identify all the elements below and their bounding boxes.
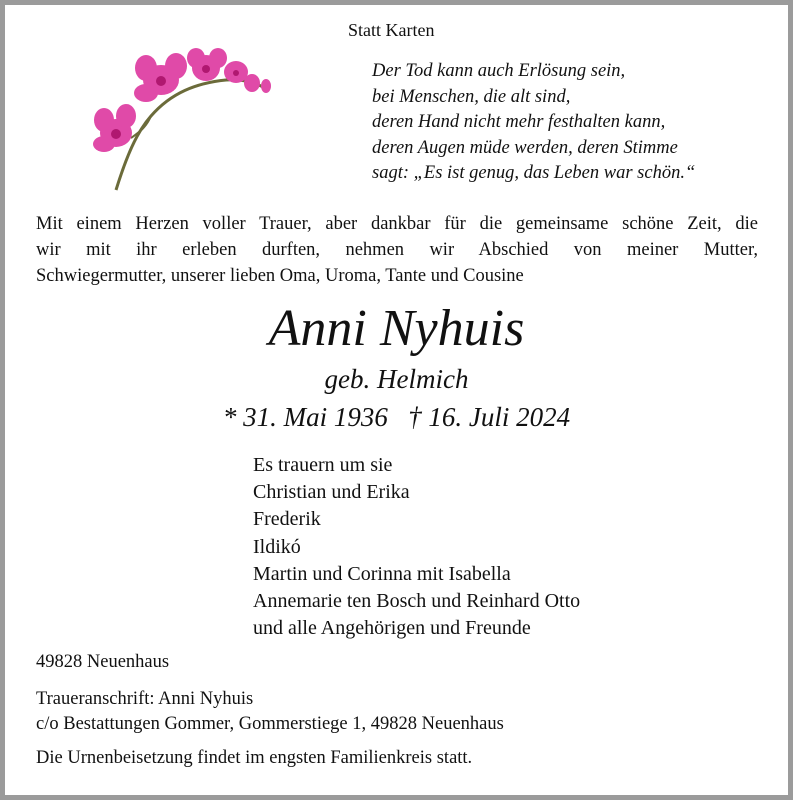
deceased-name: Anni Nyhuis	[268, 300, 525, 357]
intro-line: Schwiegermutter, unserer lieben Oma, Uroma, Tante und Cousine	[36, 266, 524, 286]
burial-notice: Die Urnenbeisetzung findet im engsten Familienkreis statt.	[36, 748, 473, 768]
mourner-line: Annemarie ten Bosch und Reinhard Otto	[253, 590, 581, 613]
life-dates: * 31. Mai 1936 † 16. Juli 2024	[222, 402, 571, 432]
mourner-line: Martin und Corinna mit Isabella	[253, 562, 511, 585]
intro-line: Mit einem Herzen voller Trauer, aber dankbar für die gemeinsame schöne Zeit, die	[36, 214, 758, 234]
mourner-line: Frederik	[253, 508, 321, 531]
mourner-line: Es trauern um sie	[253, 454, 393, 476]
place-line: 49828 Neuenhaus	[36, 652, 170, 672]
maiden-name: geb. Helmich	[324, 364, 469, 394]
intro-line: wir mit ihr erleben durften, nehmen wir Abschied von meiner Mutter,	[36, 240, 758, 260]
mourner-line: Ildikó	[253, 535, 301, 558]
address-line: c/o Bestattungen Gommer, Gommerstiege 1, 49828 Neuenhaus	[36, 714, 504, 734]
mourner-line: und alle Angehörigen und Freunde	[253, 617, 531, 640]
statt-karten-heading: Statt Karten	[348, 20, 435, 40]
poem-line: Der Tod kann auch Erlösung sein,	[372, 61, 626, 81]
address-line: Traueranschrift: Anni Nyhuis	[36, 689, 254, 709]
mourner-line: Christian und Erika	[253, 481, 410, 504]
poem-line: bei Menschen, die alt sind,	[372, 86, 571, 107]
mourning-address	[36, 687, 504, 737]
intro-paragraph	[36, 211, 758, 289]
mourners-list	[253, 452, 580, 642]
poem-line: deren Hand nicht mehr festhalten kann,	[372, 112, 666, 132]
orchid-image	[76, 38, 276, 198]
poem-line: sagt: „Es ist genug, das Leben war schön.“	[372, 163, 696, 183]
poem	[372, 59, 695, 187]
poem-line: deren Augen müde werden, deren Stimme	[372, 137, 678, 158]
